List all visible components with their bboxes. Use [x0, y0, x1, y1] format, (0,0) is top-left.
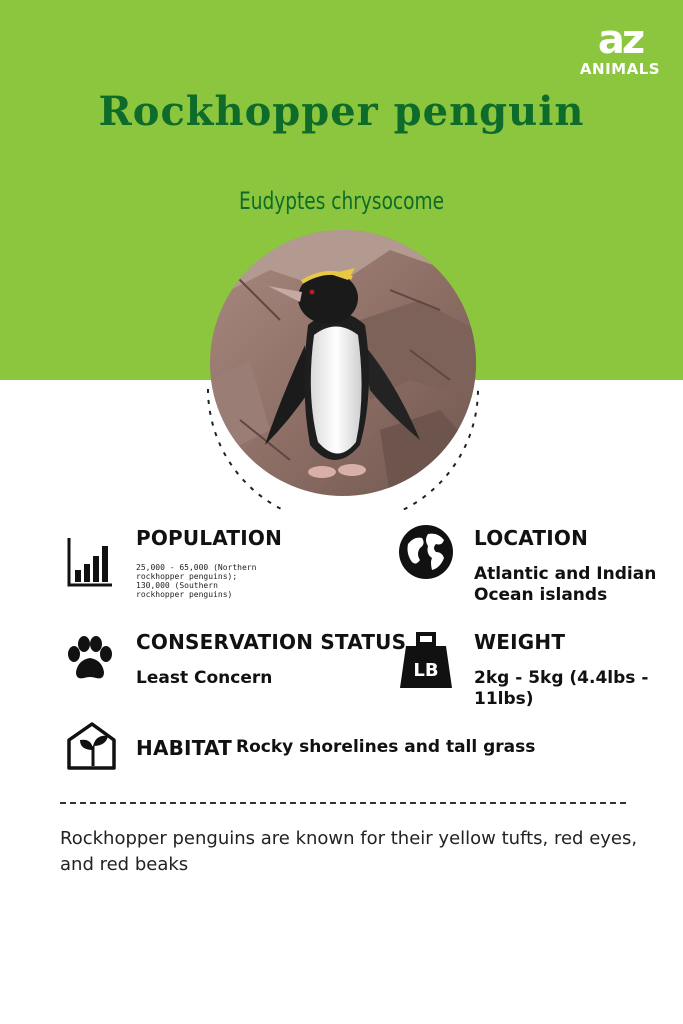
animal-photo: [210, 230, 476, 496]
penguin-illustration: [210, 230, 476, 496]
globe-icon: [398, 524, 454, 580]
location-label: LOCATION: [474, 526, 589, 550]
logo-mark: az: [597, 17, 643, 63]
paw-icon: [64, 634, 114, 684]
location-value: Atlantic and Indian Ocean islands: [474, 564, 657, 605]
logo-text: ANIMALS: [579, 60, 661, 78]
house-plant-icon: [66, 720, 122, 770]
habitat-label: HABITAT: [136, 736, 232, 760]
animal-name: Rockhopper penguin: [98, 88, 585, 135]
conservation-status-label: CONSERVATION STATUS: [136, 630, 407, 654]
habitat-value: Rocky shorelines and tall grass: [236, 737, 536, 757]
az-animals-logo[interactable]: [579, 17, 661, 86]
weight-label: WEIGHT: [474, 630, 566, 654]
weight-icon-text: LB: [413, 660, 439, 681]
population-label: POPULATION: [136, 526, 283, 550]
conservation-status-value: Least Concern: [136, 668, 273, 688]
divider: [60, 802, 626, 804]
weight-value: 2kg - 5kg (4.4lbs - 11lbs): [474, 668, 649, 709]
bar-chart-icon: [66, 536, 114, 588]
weight-icon: [398, 630, 454, 690]
scientific-name: Eudyptes chrysocome: [238, 187, 445, 215]
description: Rockhopper penguins are known for their yellow tufts, red eyes, and red beaks: [60, 828, 638, 875]
population-value: 25,000 - 65,000 (Northern rockhopper penguins); 130,000 (Southern rockhopper penguins): [136, 563, 257, 599]
